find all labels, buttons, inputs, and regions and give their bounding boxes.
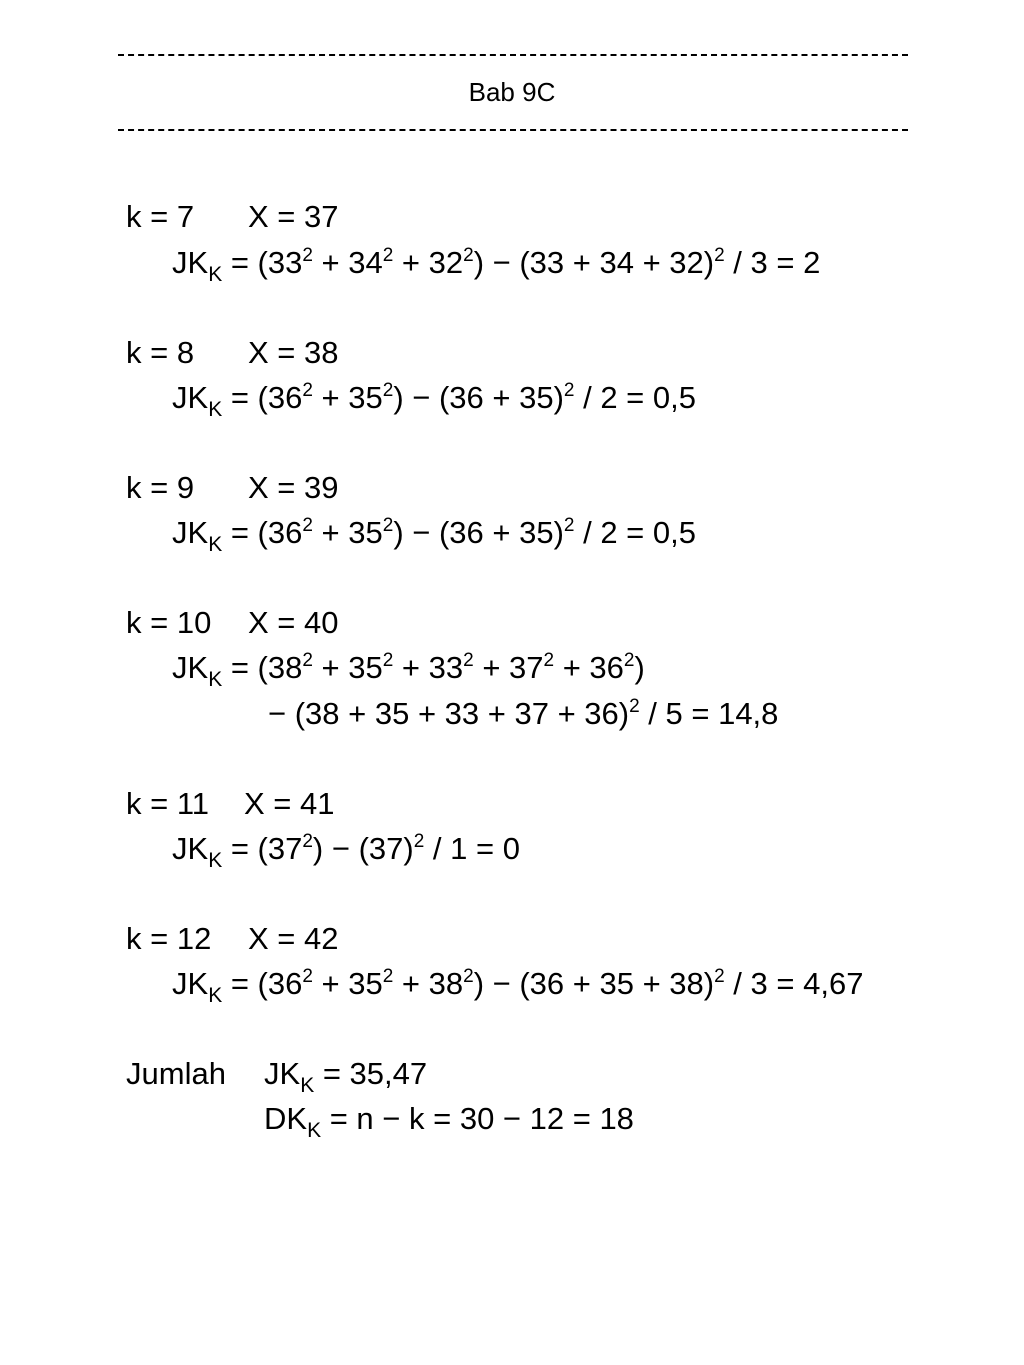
formula-line: $JK_K = (38^2 + 35^2 + 33^2 + 37^2 + 36^2)$ [172,650,645,691]
formula-line: $JK_K = (36^2 + 35^2) - (36 + 35)^2 / 2 = 0,5$ [172,380,696,421]
k-label: k = 7 [126,199,195,234]
x-label: X = 40 [248,605,339,640]
formula-line: $JK_K = (36^2 + 35^2) - (36 + 35)^2 / 2 = 0,5$ [172,515,696,556]
formula-line-continuation: − $(38 + 35 + 33 + 37 + 36)^2 / 5 = 14,8$ [268,696,779,731]
page-title: Bab 9C [468,77,556,107]
x-label: X = 42 [248,921,339,956]
x-label: X = 38 [248,335,339,370]
k-label: k = 12 [126,921,212,956]
formula-line: $JK_K = (37^2) - (37)^2 / 1 = 0$ [172,831,520,872]
k-label: k = 8 [126,335,195,370]
k-label: k = 11 [126,786,210,821]
summary-label: Jumlah [126,1056,226,1091]
x-label: X = 37 [248,199,339,234]
summary-jk: $JK_K = 35,47$ [264,1056,428,1097]
formula-line: $JK_K = (36^2 + 35^2 + 38^2) - (36 + 35 + 38)^2 / 3 = 4,67$ [172,966,864,1007]
bottom-dashed-rule [118,129,908,131]
x-label: X = 41 [244,786,335,821]
k-label: k = 10 [126,605,212,640]
k-label: k = 9 [126,470,195,505]
top-dashed-rule [118,54,908,56]
formula-line: $JK_K = (33^2 + 34^2 + 32^2) - (33 + 34 + 32)^2 / 3 = 2$ [172,245,821,286]
x-label: X = 39 [248,470,339,505]
summary-dk: $DK_K = n - k = 30 - 12 = 18$ [264,1101,634,1142]
